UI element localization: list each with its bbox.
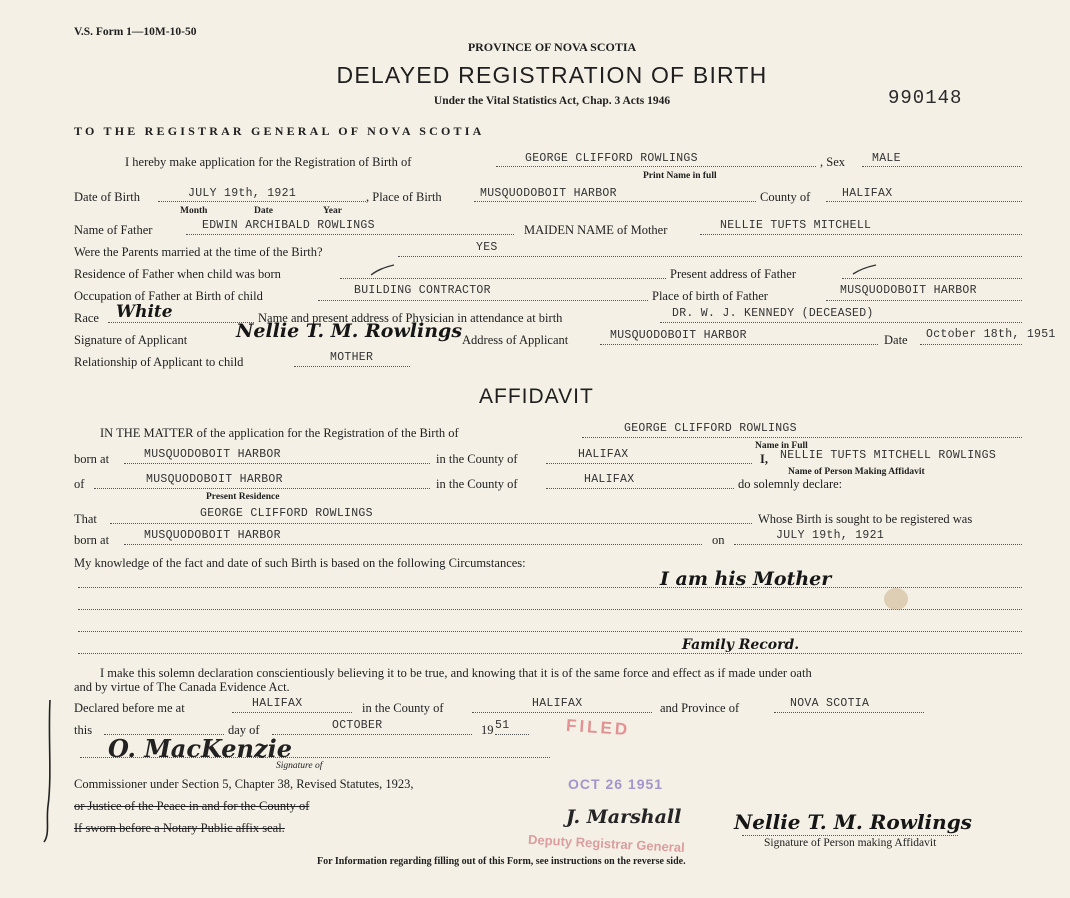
footer-note: For Information regarding filling out of this Form, see instructions on the reverse side. — [317, 856, 686, 867]
declared-before-label: Declared before me at — [74, 701, 185, 715]
declaration-line-1: I make this solemn declaration conscientiously believing it to be true, and knowing that it is of the same force and effect as if made under oath — [100, 666, 812, 680]
dob-label: Date of Birth — [74, 190, 140, 204]
dotted-line — [232, 712, 352, 713]
knowledge-label: My knowledge of the fact and date of such Birth is based on the following Circumstances: — [74, 556, 526, 570]
dotted-line — [734, 544, 1022, 545]
child-name-value: GEORGE CLIFFORD ROWLINGS — [525, 152, 698, 165]
dotted-line — [920, 344, 1022, 345]
dotted-line — [158, 201, 366, 202]
form-id: V.S. Form 1—10M-10-50 — [74, 26, 197, 38]
maiden-name-label: MAIDEN NAME of Mother — [524, 223, 668, 237]
county-value: HALIFAX — [842, 187, 893, 200]
county-label: County of — [760, 190, 811, 204]
dotted-line — [110, 523, 752, 524]
born-at-value-2: MUSQUODOBOIT HARBOR — [144, 529, 281, 542]
dotted-line — [398, 256, 1022, 257]
dotted-line — [774, 712, 924, 713]
dotted-line — [94, 488, 430, 489]
in-county-label: in the County of — [436, 452, 518, 466]
dotted-line — [124, 544, 702, 545]
whose-birth-label: Whose Birth is sought to be registered was — [758, 512, 973, 526]
page-title: DELAYED REGISTRATION OF BIRTH — [336, 62, 768, 88]
mother-name-value: NELLIE TUFTS MITCHELL — [720, 219, 872, 232]
dotted-line — [546, 488, 734, 489]
dotted-line — [582, 437, 1022, 438]
occupation-value: BUILDING CONTRACTOR — [354, 284, 491, 297]
dob-value: JULY 19th, 1921 — [188, 187, 297, 200]
dotted-line — [495, 734, 529, 735]
relationship-label: Relationship of Applicant to child — [74, 355, 244, 369]
born-at-value: MUSQUODOBOIT HARBOR — [144, 448, 281, 461]
physician-value: DR. W. J. KENNEDY (DECEASED) — [672, 307, 874, 320]
occupation-label: Occupation of Father at Birth of child — [74, 289, 263, 303]
declared-at-value: HALIFAX — [252, 697, 303, 710]
dotted-line — [496, 166, 816, 167]
place-of-birth-label: , Place of Birth — [366, 190, 442, 204]
declared-county-value: HALIFAX — [532, 697, 583, 710]
year-sublabel: Year — [323, 206, 342, 216]
father-name-value: EDWIN ARCHIBALD ROWLINGS — [202, 219, 375, 232]
date-label: Date — [884, 333, 908, 347]
relationship-value: MOTHER — [330, 351, 374, 364]
born-at-label-2: born at — [74, 533, 110, 547]
filed-stamp: FILED — [565, 715, 631, 740]
dotted-line — [318, 300, 648, 301]
matter-label: IN THE MATTER of the application for the Registration of the Birth of — [100, 426, 459, 440]
province-value: NOVA SCOTIA — [790, 697, 870, 710]
applicant-address-label: Address of Applicant — [462, 333, 569, 347]
dotted-line — [186, 234, 514, 235]
applicant-signature-label: Signature of Applicant — [74, 333, 188, 347]
sex-label: , Sex — [820, 155, 845, 169]
in-county-label-2: in the County of — [436, 477, 518, 491]
date-stamp: OCT 26 1951 — [568, 776, 664, 792]
race-label: Race — [74, 311, 99, 325]
married-value: YES — [476, 241, 498, 254]
dotted-line — [472, 712, 652, 713]
dotted-line — [826, 300, 1022, 301]
dotted-line — [340, 278, 666, 279]
residence-label: Residence of Father when child was born — [74, 267, 281, 281]
father-name-label: Name of Father — [74, 223, 153, 237]
dotted-line — [124, 463, 430, 464]
born-at-label: born at — [74, 452, 110, 466]
commissioner-signature: O. MacKenzie — [108, 734, 293, 763]
year-prefix: 19 — [481, 723, 494, 737]
notary-line: If sworn before a Notary Public affix seal. — [74, 821, 285, 835]
addressee: TO THE REGISTRAR GENERAL OF NOVA SCOTIA — [74, 124, 485, 138]
deponent-signature-label: Signature of Person making Affidavit — [764, 837, 937, 849]
dotted-line — [78, 587, 1022, 588]
dotted-line — [108, 322, 254, 323]
applicant-signature: Nellie T. M. Rowlings — [236, 320, 463, 342]
dotted-line — [862, 166, 1022, 167]
declare-label: do solemnly declare: — [738, 477, 843, 491]
deponent-signature: Nellie T. M. Rowlings — [734, 810, 972, 834]
place-of-birth-value: MUSQUODOBOIT HARBOR — [480, 187, 617, 200]
circumstance-handwritten-2: Family Record. — [682, 637, 800, 653]
paper-stain — [884, 588, 908, 610]
page-subtitle: Under the Vital Statistics Act, Chap. 3 Acts 1946 — [433, 95, 671, 107]
application-intro-label: I hereby make application for the Registration of Birth of — [125, 155, 412, 169]
deponent-name: NELLIE TUFTS MITCHELL ROWLINGS — [780, 449, 997, 462]
dotted-line — [600, 344, 878, 345]
on-label: on — [712, 533, 725, 547]
deponent-note: Name of Person Making Affidavit — [788, 467, 925, 477]
province-label: and Province of — [660, 701, 740, 715]
residence-note: Present Residence — [206, 492, 280, 502]
dotted-line — [546, 463, 752, 464]
month-value: OCTOBER — [332, 719, 383, 732]
circumstance-handwritten-1: I am his Mother — [660, 568, 832, 590]
affidavit-child-name: GEORGE CLIFFORD ROWLINGS — [624, 422, 797, 435]
dotted-line — [842, 278, 1022, 279]
sex-value: MALE — [872, 152, 901, 165]
dotted-line — [78, 653, 1022, 654]
day-of-label: day of — [228, 723, 260, 737]
father-birthplace-value: MUSQUODOBOIT HARBOR — [840, 284, 977, 297]
dotted-line — [474, 201, 756, 202]
bracket-mark — [36, 696, 66, 846]
justice-line: or Justice of the Peace in and for the County of — [74, 799, 310, 813]
dotted-line — [78, 609, 1022, 610]
this-label: this — [74, 723, 93, 737]
dotted-line — [826, 201, 1022, 202]
signature-of-label: Signature of — [276, 761, 323, 771]
dotted-line — [78, 631, 1022, 632]
county-value-2: HALIFAX — [584, 473, 635, 486]
dotted-line — [272, 734, 472, 735]
commissioner-line: Commissioner under Section 5, Chapter 38, Revised Statutes, 1923, — [74, 777, 414, 791]
deputy-signature: J. Marshall — [566, 806, 682, 828]
name-in-full-note: Name in Full — [755, 441, 808, 451]
affidavit-heading: AFFIDAVIT — [479, 385, 594, 408]
application-date-value: October 18th, 1951 — [926, 328, 1056, 341]
residence-value: MUSQUODOBOIT HARBOR — [146, 473, 283, 486]
i-label: I, — [760, 452, 768, 466]
declaration-line-2: and by virtue of The Canada Evidence Act. — [74, 680, 290, 694]
dotted-line — [294, 366, 410, 367]
in-county-label-3: in the County of — [362, 701, 444, 715]
tick-mark — [850, 262, 880, 278]
birth-date-value: JULY 19th, 1921 — [776, 529, 885, 542]
physician-label: Name and present address of Physician in attendance at birth — [258, 311, 563, 325]
year-suffix: 51 — [495, 719, 510, 732]
deputy-registrar-stamp: Deputy Registrar General — [527, 831, 686, 856]
registration-number: 990148 — [888, 87, 963, 109]
that-label: That — [74, 512, 97, 526]
father-birthplace-label: Place of birth of Father — [652, 289, 768, 303]
province-heading: PROVINCE OF NOVA SCOTIA — [467, 40, 637, 54]
present-address-label: Present address of Father — [670, 267, 797, 281]
date-sublabel: Date — [254, 206, 273, 216]
that-name-value: GEORGE CLIFFORD ROWLINGS — [200, 507, 373, 520]
print-name-note: Print Name in full — [643, 171, 717, 181]
dotted-line — [660, 322, 1022, 323]
dotted-line — [700, 234, 1022, 235]
of-label: of — [74, 477, 85, 491]
month-sublabel: Month — [180, 206, 208, 216]
race-value: White — [116, 302, 173, 322]
married-label: Were the Parents married at the time of the Birth? — [74, 245, 323, 259]
tick-mark — [368, 262, 398, 278]
applicant-address-value: MUSQUODOBOIT HARBOR — [610, 329, 747, 342]
county-value: HALIFAX — [578, 448, 629, 461]
